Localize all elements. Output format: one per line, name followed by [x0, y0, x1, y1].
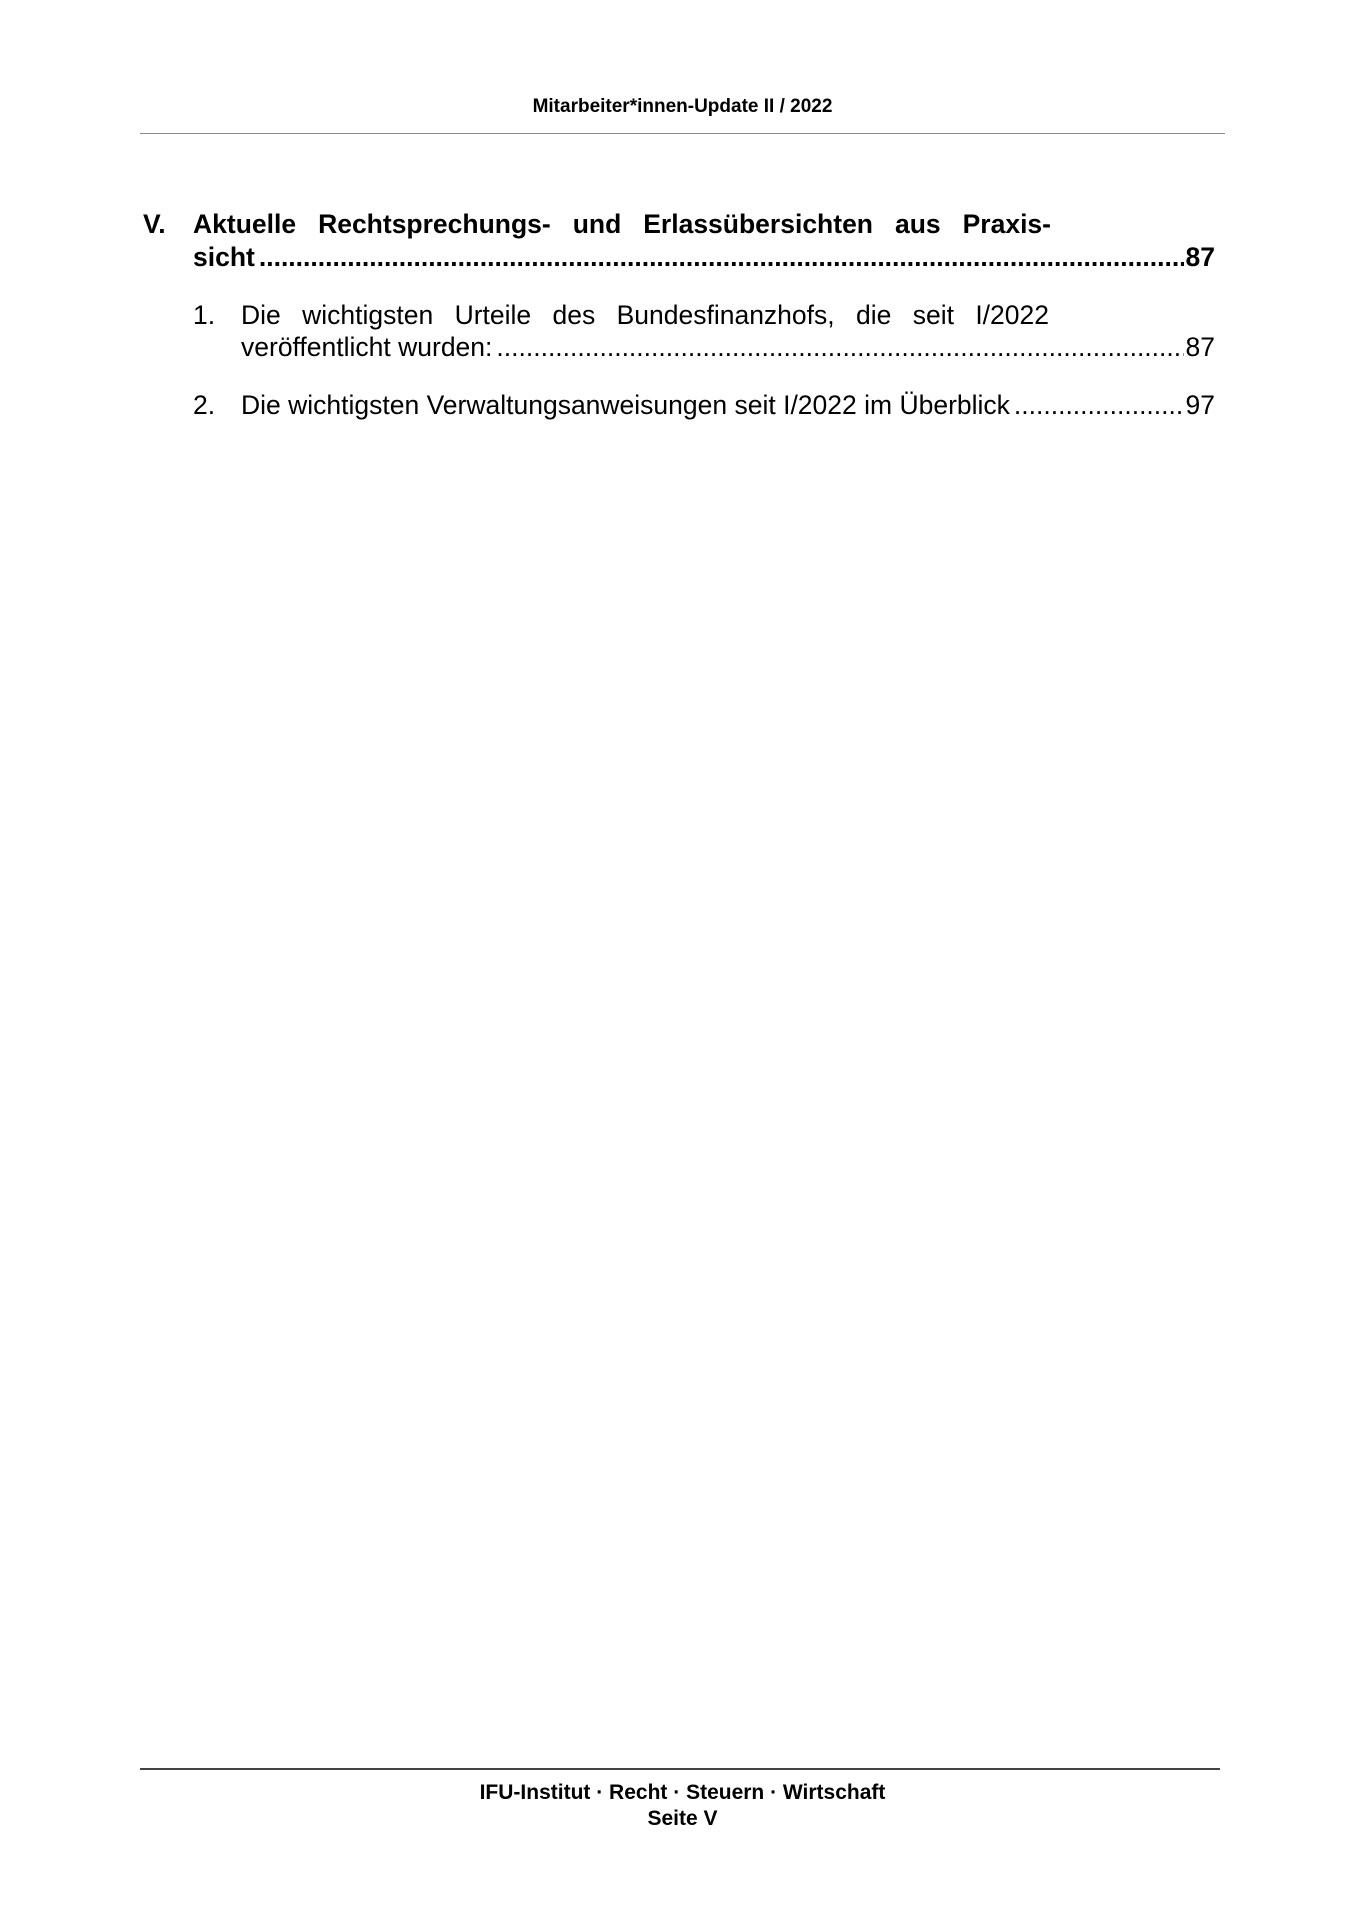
toc-section-v-continuation[interactable] — [193, 242, 1215, 273]
toc-item-number: 1. — [193, 300, 216, 330]
toc-item-number: 2. — [193, 390, 216, 420]
footer-institute: IFU-Institut · Recht · Steuern · Wirtschaft — [479, 1781, 886, 1804]
header-divider — [140, 133, 1225, 134]
toc-section-v[interactable] — [143, 209, 1051, 240]
page-header-title: Mitarbeiter*innen-Update II / 2022 — [532, 96, 833, 117]
toc-item-2[interactable] — [193, 390, 1215, 421]
toc-item-1-continuation[interactable] — [241, 332, 1215, 363]
toc-item-title: Die wichtigsten Verwaltungsanweisungen seit I/2022 im Überblick — [241, 390, 1010, 420]
toc-leader-dots — [259, 242, 1184, 273]
toc-item-title-line2: veröffentlicht wurden: — [241, 332, 493, 362]
footer-page-label: Seite V — [647, 1807, 718, 1830]
toc-section-page-number: 87 — [1185, 242, 1215, 272]
toc-leader-dots — [1014, 390, 1184, 421]
footer-divider — [140, 1768, 1220, 1770]
toc-item-page-number: 97 — [1185, 390, 1215, 420]
toc-item-1[interactable] — [193, 300, 1049, 331]
toc-section-number: V. — [143, 209, 166, 239]
toc-section-title-line2: sicht — [193, 242, 255, 272]
toc-leader-dots — [496, 332, 1183, 363]
toc-section-title-line1: Aktuelle Rechtsprechungs- und Erlassübersichten aus Praxis- — [193, 209, 1051, 239]
toc-item-title-line1: Die wichtigsten Urteile des Bundesfinanzhofs, die seit I/2022 — [241, 300, 1049, 330]
toc-item-page-number: 87 — [1185, 332, 1215, 362]
